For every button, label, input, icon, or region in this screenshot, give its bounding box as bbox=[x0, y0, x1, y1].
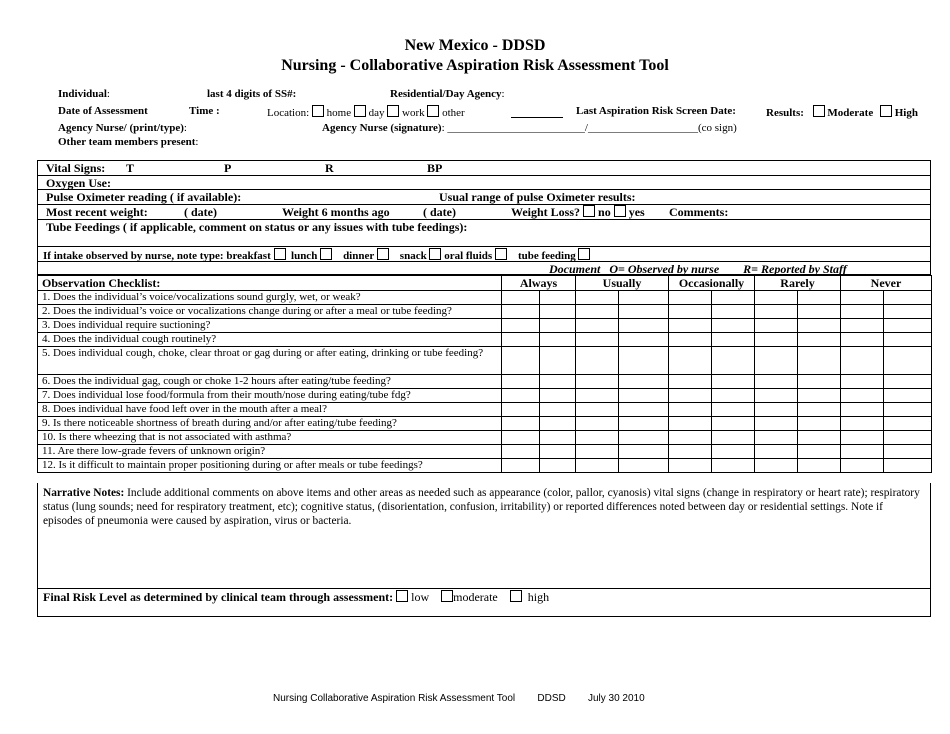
checklist-answer-cell[interactable] bbox=[502, 291, 540, 305]
checklist-answer-cell[interactable] bbox=[755, 333, 798, 347]
checklist-answer-cell[interactable] bbox=[502, 459, 540, 473]
intake-tube-feeding-checkbox[interactable] bbox=[578, 248, 590, 260]
checklist-answer-cell[interactable] bbox=[502, 305, 540, 319]
checklist-answer-cell[interactable] bbox=[502, 375, 540, 389]
ssn-label: last 4 digits of SS#: bbox=[207, 88, 297, 100]
checklist-answer-cell[interactable] bbox=[841, 347, 884, 375]
location-group bbox=[267, 105, 465, 119]
location-day-label: day bbox=[368, 107, 385, 119]
agency-nurse-signature-label: Agency Nurse (signature) bbox=[322, 122, 442, 134]
checklist-question: 1. Does the individual’s voice/vocalizations sound gurgly, wet, or weak? bbox=[38, 291, 502, 305]
final-risk-low-label: low bbox=[411, 590, 430, 604]
location-label: Location: bbox=[267, 107, 310, 119]
intake-snack-label: snack bbox=[399, 250, 427, 262]
checklist-answer-cell[interactable] bbox=[712, 347, 755, 375]
intake-tube-feeding-label: tube feeding bbox=[517, 250, 576, 262]
checklist-answer-cell[interactable] bbox=[841, 305, 884, 319]
cosign-label: (co sign) bbox=[697, 122, 737, 134]
checklist-answer-cell[interactable] bbox=[576, 459, 619, 473]
intake-dinner-label: dinner bbox=[343, 250, 375, 262]
checklist-answer-cell[interactable] bbox=[755, 319, 798, 333]
intake-breakfast-label: breakfast bbox=[226, 250, 271, 262]
checklist-answer-cell[interactable] bbox=[798, 375, 841, 389]
signature-line-2[interactable]: ____________________ bbox=[587, 122, 698, 134]
col-usually: Usually bbox=[576, 276, 669, 291]
footer-doc-name: Nursing Collaborative Aspiration Risk Assessment Tool bbox=[273, 693, 516, 704]
checklist-answer-cell[interactable] bbox=[540, 347, 576, 375]
intake-oral-fluids-checkbox[interactable] bbox=[495, 248, 507, 260]
checklist-answer-cell[interactable] bbox=[502, 417, 540, 431]
intake-label: If intake observed by nurse, note type: bbox=[43, 250, 224, 262]
intake-lunch-checkbox[interactable] bbox=[320, 248, 332, 260]
tube-feedings-label: Tube Feedings ( if applicable, comment on status or any issues with tube feedings): bbox=[46, 220, 468, 234]
legend-reported: R= Reported by Staff bbox=[743, 262, 847, 276]
intake-oral-fluids-label: oral fluids bbox=[444, 250, 493, 262]
checklist-answer-cell[interactable] bbox=[669, 403, 712, 417]
checklist-header-row bbox=[38, 276, 932, 291]
location-home-checkbox[interactable] bbox=[312, 105, 324, 117]
checklist-answer-cell[interactable] bbox=[712, 305, 755, 319]
checklist-answer-cell[interactable] bbox=[669, 445, 712, 459]
checklist-answer-cell[interactable] bbox=[755, 431, 798, 445]
intake-snack-checkbox[interactable] bbox=[429, 248, 441, 260]
checklist-answer-cell[interactable] bbox=[669, 459, 712, 473]
checklist-answer-cell[interactable] bbox=[619, 375, 669, 389]
checklist-answer-cell[interactable] bbox=[884, 389, 932, 403]
checklist-answer-cell[interactable] bbox=[798, 417, 841, 431]
results-group bbox=[766, 105, 918, 119]
checklist-answer-cell[interactable] bbox=[540, 319, 576, 333]
intake-dinner-checkbox[interactable] bbox=[377, 248, 389, 260]
checklist-answer-cell[interactable] bbox=[540, 459, 576, 473]
results-label: Results: bbox=[766, 107, 804, 119]
checklist-answer-cell[interactable] bbox=[841, 291, 884, 305]
checklist-answer-cell[interactable] bbox=[540, 445, 576, 459]
checklist-answer-cell[interactable] bbox=[712, 375, 755, 389]
weight-loss-yes-checkbox[interactable] bbox=[614, 205, 626, 217]
checklist-answer-cell[interactable] bbox=[712, 291, 755, 305]
checklist-answer-cell[interactable] bbox=[502, 347, 540, 375]
weight-loss-group bbox=[511, 205, 645, 220]
checklist-row bbox=[38, 445, 932, 459]
checklist-answer-cell[interactable] bbox=[619, 445, 669, 459]
checklist-answer-cell[interactable] bbox=[884, 431, 932, 445]
location-home-label: home bbox=[326, 107, 352, 119]
checklist-answer-cell[interactable] bbox=[540, 403, 576, 417]
oxygen-use-label: Oxygen Use: bbox=[46, 176, 111, 190]
checklist-answer-cell[interactable] bbox=[798, 431, 841, 445]
weight-6-months-date-label: ( date) bbox=[423, 205, 456, 219]
checklist-answer-cell[interactable] bbox=[712, 431, 755, 445]
checklist-answer-cell[interactable] bbox=[798, 291, 841, 305]
last-screen-date-label: Last Aspiration Risk Screen Date: bbox=[576, 105, 736, 117]
checklist-answer-cell[interactable] bbox=[619, 319, 669, 333]
narrative-text: Include additional comments on above items and other areas as needed such as appearance (color, pallor, cyanosis) vital signs (change in respiratory or heart rate); respiratory status (lung sounds; need for respiratory treatment, etc); cognitive status, (disorientation, confusion, irritability) or reported differences noted between day or residential settings. Note if episodes of pneumonia were caused by aspiration, virus or bacteria. bbox=[43, 487, 920, 527]
intake-lunch-label: lunch bbox=[291, 250, 318, 262]
checklist-answer-cell[interactable] bbox=[841, 403, 884, 417]
checklist-answer-cell[interactable] bbox=[841, 375, 884, 389]
final-risk-moderate-label: moderate bbox=[453, 590, 498, 604]
checklist-answer-cell[interactable] bbox=[502, 445, 540, 459]
checklist-answer-cell[interactable] bbox=[669, 305, 712, 319]
legend-document: Document bbox=[549, 262, 601, 276]
checklist-answer-cell[interactable] bbox=[755, 445, 798, 459]
results-high-label: High bbox=[894, 107, 918, 119]
checklist-answer-cell[interactable] bbox=[669, 417, 712, 431]
checklist-answer-cell[interactable] bbox=[841, 445, 884, 459]
checklist-answer-cell[interactable] bbox=[712, 445, 755, 459]
final-risk-low-checkbox[interactable] bbox=[396, 590, 408, 602]
checklist-answer-cell[interactable] bbox=[669, 347, 712, 375]
col-occasionally: Occasionally bbox=[669, 276, 755, 291]
vital-p-label: P bbox=[224, 161, 232, 175]
checklist-answer-cell[interactable] bbox=[841, 417, 884, 431]
location-other-field[interactable] bbox=[511, 105, 563, 118]
final-risk-moderate-checkbox[interactable] bbox=[441, 590, 453, 602]
col-always: Always bbox=[502, 276, 576, 291]
recent-weight-label: Most recent weight: bbox=[46, 205, 148, 219]
narrative-label: Narrative Notes: bbox=[43, 487, 125, 499]
checklist-answer-cell[interactable] bbox=[712, 333, 755, 347]
checklist-answer-cell[interactable] bbox=[841, 459, 884, 473]
checklist-answer-cell[interactable] bbox=[841, 319, 884, 333]
checklist-question: 6. Does the individual gag, cough or choke 1-2 hours after eating/tube feeding? bbox=[38, 375, 502, 389]
checklist-answer-cell[interactable] bbox=[798, 403, 841, 417]
checklist-row bbox=[38, 459, 932, 473]
checklist-answer-cell[interactable] bbox=[576, 305, 619, 319]
team-members-label: Other team members present: bbox=[58, 136, 199, 148]
checklist-answer-cell[interactable] bbox=[540, 291, 576, 305]
intake-breakfast-checkbox[interactable] bbox=[274, 248, 286, 260]
checklist-answer-cell[interactable] bbox=[619, 417, 669, 431]
checklist-answer-cell[interactable] bbox=[669, 333, 712, 347]
location-other-checkbox[interactable] bbox=[427, 105, 439, 117]
title-line-1: New Mexico - DDSD bbox=[404, 37, 546, 54]
final-risk-label: Final Risk Level as determined by clinical team through assessment: bbox=[43, 590, 394, 604]
checklist-answer-cell[interactable] bbox=[755, 347, 798, 375]
weight-loss-label: Weight Loss? bbox=[511, 205, 581, 219]
checklist-answer-cell[interactable] bbox=[669, 291, 712, 305]
checklist-question: 2. Does the individual’s voice or vocalizations change during or after a meal or tube feeding? bbox=[38, 305, 502, 319]
checklist-heading: Observation Checklist: bbox=[38, 276, 502, 291]
checklist-row bbox=[38, 375, 932, 389]
vital-signs-label: Vital Signs: bbox=[46, 161, 106, 175]
checklist-answer-cell[interactable] bbox=[576, 389, 619, 403]
checklist-answer-cell[interactable] bbox=[884, 305, 932, 319]
checklist-question: 9. Is there noticeable shortness of breath during and/or after eating/tube feeding? bbox=[38, 417, 502, 431]
checklist-question: 3. Does individual require suctioning? bbox=[38, 319, 502, 333]
checklist-row bbox=[38, 403, 932, 417]
vital-bp-label: BP bbox=[427, 161, 443, 175]
checklist-answer-cell[interactable] bbox=[619, 305, 669, 319]
checklist-answer-cell[interactable] bbox=[712, 319, 755, 333]
checklist-answer-cell[interactable] bbox=[755, 459, 798, 473]
narrative-notes bbox=[43, 486, 923, 528]
legend-observed: O= Observed by nurse bbox=[609, 262, 720, 276]
checklist-answer-cell[interactable] bbox=[712, 389, 755, 403]
checklist-question: 11. Are there low-grade fevers of unknown origin? bbox=[38, 445, 502, 459]
footer-date: July 30 2010 bbox=[587, 693, 645, 704]
checklist-answer-cell[interactable] bbox=[576, 417, 619, 431]
intake-group bbox=[43, 248, 590, 262]
agency-label: Residential/Day Agency: bbox=[390, 88, 505, 100]
date-of-assessment-label: Date of Assessment bbox=[58, 105, 148, 117]
vital-r-label: R bbox=[325, 161, 334, 175]
checklist-answer-cell[interactable] bbox=[755, 417, 798, 431]
checklist-answer-cell[interactable] bbox=[576, 319, 619, 333]
checklist-answer-cell[interactable] bbox=[798, 389, 841, 403]
checklist-answer-cell[interactable] bbox=[576, 445, 619, 459]
checklist-answer-cell[interactable] bbox=[798, 319, 841, 333]
checklist-question: 8. Does individual have food left over in the mouth after a meal? bbox=[38, 403, 502, 417]
footer-org: DDSD bbox=[537, 693, 566, 704]
checklist-answer-cell[interactable] bbox=[755, 403, 798, 417]
comments-label: Comments: bbox=[669, 205, 729, 219]
location-work-label: work bbox=[402, 107, 425, 119]
results-moderate-label: Moderate bbox=[827, 107, 874, 119]
checklist-answer-cell[interactable] bbox=[712, 403, 755, 417]
checklist-answer-cell[interactable] bbox=[798, 333, 841, 347]
checklist-answer-cell[interactable] bbox=[619, 403, 669, 417]
weight-loss-no-checkbox[interactable] bbox=[583, 205, 595, 217]
checklist-question: 5. Does individual cough, choke, clear throat or gag during or after eating, drinking or tube feeding? bbox=[38, 347, 502, 375]
checklist-answer-cell[interactable] bbox=[712, 459, 755, 473]
weight-loss-no-label: no bbox=[598, 205, 611, 219]
checklist-answer-cell[interactable] bbox=[755, 305, 798, 319]
final-risk-high-checkbox[interactable] bbox=[510, 590, 522, 602]
final-risk-group bbox=[43, 590, 549, 605]
checklist-answer-cell[interactable] bbox=[669, 319, 712, 333]
checklist-answer-cell[interactable] bbox=[502, 389, 540, 403]
checklist-row bbox=[38, 333, 932, 347]
checklist-answer-cell[interactable] bbox=[619, 291, 669, 305]
footer bbox=[273, 693, 645, 704]
checklist-answer-cell[interactable] bbox=[884, 319, 932, 333]
agency-nurse-signature-group: Agency Nurse (signature): _________________________/____________________(co sign) bbox=[322, 122, 737, 134]
checklist-question: 12. Is it difficult to maintain proper positioning during or after meals or tube feedings? bbox=[38, 459, 502, 473]
recent-weight-date-label: ( date) bbox=[184, 205, 217, 219]
checklist-answer-cell[interactable] bbox=[540, 417, 576, 431]
checklist-answer-cell[interactable] bbox=[576, 403, 619, 417]
checklist-answer-cell[interactable] bbox=[884, 445, 932, 459]
checklist-answer-cell[interactable] bbox=[798, 305, 841, 319]
checklist-row bbox=[38, 417, 932, 431]
weight-loss-yes-label: yes bbox=[628, 205, 645, 219]
checklist-row bbox=[38, 431, 932, 445]
checklist-row bbox=[38, 347, 932, 375]
checklist-answer-cell[interactable] bbox=[669, 389, 712, 403]
checklist-answer-cell[interactable] bbox=[540, 375, 576, 389]
checklist-answer-cell[interactable] bbox=[540, 431, 576, 445]
results-high-checkbox[interactable] bbox=[880, 105, 892, 117]
checklist-answer-cell[interactable] bbox=[502, 403, 540, 417]
checklist-answer-cell[interactable] bbox=[619, 333, 669, 347]
checklist-answer-cell[interactable] bbox=[884, 347, 932, 375]
checklist-answer-cell[interactable] bbox=[502, 319, 540, 333]
checklist-answer-cell[interactable] bbox=[884, 333, 932, 347]
results-moderate-checkbox[interactable] bbox=[813, 105, 825, 117]
checklist-answer-cell[interactable] bbox=[576, 291, 619, 305]
checklist-answer-cell[interactable] bbox=[576, 431, 619, 445]
checklist-answer-cell[interactable] bbox=[712, 417, 755, 431]
col-never: Never bbox=[841, 276, 932, 291]
final-risk-high-label: high bbox=[527, 590, 550, 604]
checklist-row bbox=[38, 291, 932, 305]
pulse-ox-label: Pulse Oximeter reading ( if available): bbox=[46, 190, 242, 204]
checklist-answer-cell[interactable] bbox=[841, 431, 884, 445]
checklist-answer-cell[interactable] bbox=[798, 459, 841, 473]
weight-6-months-label: Weight 6 months ago bbox=[282, 205, 390, 219]
location-other-label: other bbox=[442, 107, 465, 119]
checklist-answer-cell[interactable] bbox=[798, 347, 841, 375]
checklist-answer-cell[interactable] bbox=[619, 431, 669, 445]
checklist-answer-cell[interactable] bbox=[540, 333, 576, 347]
checklist-question: 7. Does individual lose food/formula from their mouth/nose during eating/tube fdg? bbox=[38, 389, 502, 403]
title-line-2: Nursing - Collaborative Aspiration Risk Assessment Tool bbox=[281, 57, 669, 74]
individual-label: Individual: bbox=[58, 88, 110, 100]
checklist-answer-cell[interactable] bbox=[576, 333, 619, 347]
checklist-answer-cell[interactable] bbox=[755, 291, 798, 305]
signature-line-1[interactable]: _________________________ bbox=[447, 122, 585, 134]
checklist-answer-cell[interactable] bbox=[841, 389, 884, 403]
checklist-row bbox=[38, 319, 932, 333]
checklist-answer-cell[interactable] bbox=[576, 375, 619, 389]
checklist-answer-cell[interactable] bbox=[884, 291, 932, 305]
checklist-answer-cell[interactable] bbox=[619, 389, 669, 403]
vital-t-label: T bbox=[126, 161, 135, 175]
agency-nurse-print-label: Agency Nurse/ (print/type): bbox=[58, 122, 187, 134]
checklist-answer-cell[interactable] bbox=[619, 347, 669, 375]
checklist-answer-cell[interactable] bbox=[619, 459, 669, 473]
checklist-answer-cell[interactable] bbox=[841, 333, 884, 347]
checklist-answer-cell[interactable] bbox=[669, 375, 712, 389]
time-label: Time : bbox=[189, 105, 220, 117]
checklist-row bbox=[38, 305, 932, 319]
checklist-answer-cell[interactable] bbox=[755, 389, 798, 403]
checklist-answer-cell[interactable] bbox=[884, 459, 932, 473]
checklist-answer-cell[interactable] bbox=[755, 375, 798, 389]
checklist-answer-cell[interactable] bbox=[798, 445, 841, 459]
checklist-answer-cell[interactable] bbox=[576, 347, 619, 375]
checklist-row bbox=[38, 389, 932, 403]
checklist-question: 4. Does the individual cough routinely? bbox=[38, 333, 502, 347]
checklist-answer-cell[interactable] bbox=[884, 403, 932, 417]
checklist-answer-cell[interactable] bbox=[669, 431, 712, 445]
checklist-answer-cell[interactable] bbox=[502, 431, 540, 445]
col-rarely: Rarely bbox=[755, 276, 841, 291]
location-work-checkbox[interactable] bbox=[387, 105, 399, 117]
checklist-answer-cell[interactable] bbox=[540, 305, 576, 319]
location-day-checkbox[interactable] bbox=[354, 105, 366, 117]
observation-checklist-table bbox=[37, 275, 932, 473]
checklist-answer-cell[interactable] bbox=[540, 389, 576, 403]
checklist-answer-cell[interactable] bbox=[884, 417, 932, 431]
checklist-answer-cell[interactable] bbox=[502, 333, 540, 347]
checklist-question: 10. Is there wheezing that is not associated with asthma? bbox=[38, 431, 502, 445]
pulse-ox-range-label: Usual range of pulse Oximeter results: bbox=[439, 190, 636, 204]
checklist-answer-cell[interactable] bbox=[884, 375, 932, 389]
